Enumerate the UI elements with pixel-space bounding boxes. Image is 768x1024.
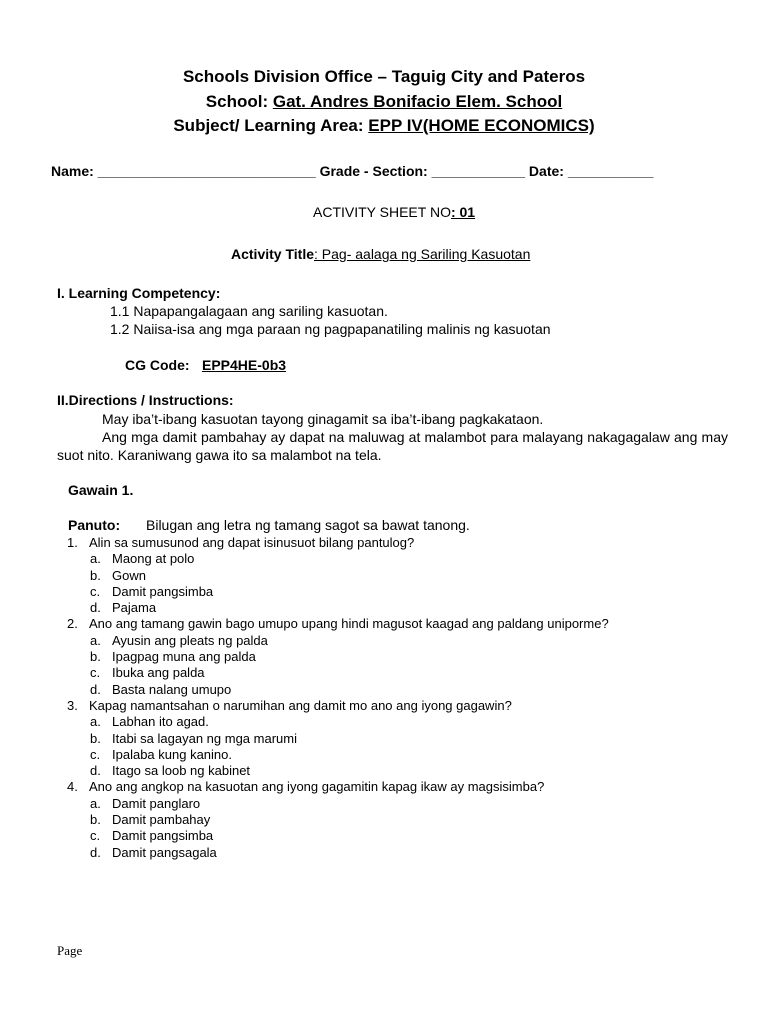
option-letter: b. xyxy=(90,812,101,828)
question-text: Ano ang tamang gawin bago umupo upang hindi magusot kaagad ang paldang uniporme? xyxy=(89,616,609,632)
activity-sheet-label: ACTIVITY SHEET NO xyxy=(313,204,451,220)
office-heading xyxy=(0,68,768,85)
school-heading xyxy=(0,93,768,110)
school-label: School: xyxy=(205,92,273,111)
activity-title-label: Activity Title xyxy=(231,246,314,262)
option-text: Ayusin ang pleats ng palda xyxy=(112,632,268,648)
question-text: Ano ang angkop na kasuotan ang iyong gagamitin kapag ikaw ay magsisimba? xyxy=(89,779,545,795)
activity-title xyxy=(231,247,530,261)
cg-code-value: EPP4HE-0b3 xyxy=(202,357,287,373)
question-number: 2. xyxy=(67,616,78,632)
option-text: Basta nalang umupo xyxy=(112,681,232,697)
answer-option[interactable] xyxy=(67,796,727,812)
question-3 xyxy=(67,698,727,779)
answer-option[interactable] xyxy=(67,682,727,698)
activity-sheet-number xyxy=(313,205,475,219)
option-letter: a. xyxy=(90,795,101,811)
answer-option[interactable] xyxy=(67,551,727,567)
option-letter: c. xyxy=(90,583,101,599)
question-list xyxy=(67,535,727,861)
school-name: Gat. Andres Bonifacio Elem. School xyxy=(272,92,563,111)
option-text: Itago sa loob ng kabinet xyxy=(112,763,251,779)
panuto-text: Bilugan ang letra ng tamang sagot sa bawat tanong. xyxy=(146,517,470,533)
option-text: Damit panglaro xyxy=(112,795,201,811)
option-text: Damit pambahay xyxy=(112,812,211,828)
option-letter: d. xyxy=(90,763,101,779)
option-text: Damit pangsimba xyxy=(112,583,214,599)
option-letter: b. xyxy=(90,649,101,665)
option-letter: b. xyxy=(90,730,101,746)
option-letter: a. xyxy=(90,714,101,730)
option-text: Maong at polo xyxy=(112,551,195,567)
gawain-title: Gawain 1. xyxy=(68,482,134,498)
option-text: Gown xyxy=(112,567,146,583)
option-text: Damit pangsimba xyxy=(112,828,214,844)
option-text: Itabi sa lagayan ng mga marumi xyxy=(112,730,297,746)
option-letter: b. xyxy=(90,567,101,583)
activity-sheet-value: : 01 xyxy=(450,204,476,220)
answer-option[interactable] xyxy=(67,568,727,584)
panuto-label: Panuto: xyxy=(68,517,121,533)
question-1 xyxy=(67,535,727,616)
question-number: 4. xyxy=(67,779,78,795)
competency-item-2: 1.2 Naiisa-isa ang mga paraan ng pagpapanatiling malinis ng kasuotan xyxy=(110,321,551,337)
question-text: Kapag namantsahan o narumihan ang damit mo ano ang iyong gagawin? xyxy=(89,697,512,713)
option-letter: d. xyxy=(90,844,101,860)
name-grade-date-line: Name: ____________________________ Grade - Section: ____________ Date: ___________ xyxy=(51,163,654,179)
answer-option[interactable] xyxy=(67,731,727,747)
directions-paragraph-2: Ang mga damit pambahay ay dapat na maluwag at malambot para malayang nakagagalaw ang may suot nito. Karaniwang gawa ito sa malambot na tela. xyxy=(57,429,728,463)
office-heading-text: Schools Division Office – Taguig City and Pateros xyxy=(182,67,586,86)
answer-option[interactable] xyxy=(67,584,727,600)
option-letter: c. xyxy=(90,665,101,681)
answer-option[interactable] xyxy=(67,649,727,665)
option-letter: c. xyxy=(90,828,101,844)
answer-option[interactable] xyxy=(67,845,727,861)
directions-heading: II.Directions / Instructions: xyxy=(57,392,234,408)
cg-code-label: CG Code: xyxy=(125,357,190,373)
option-text: Ipagpag muna ang palda xyxy=(112,649,256,665)
option-text: Labhan ito agad. xyxy=(112,714,209,730)
question-number: 3. xyxy=(67,697,78,713)
option-letter: a. xyxy=(90,551,101,567)
answer-option[interactable] xyxy=(67,763,727,779)
option-text: Pajama xyxy=(112,600,157,616)
answer-option[interactable] xyxy=(67,665,727,681)
answer-option[interactable] xyxy=(67,600,727,616)
subject-name: EPP IV(HOME ECONOMICS) xyxy=(368,116,595,135)
option-letter: c. xyxy=(90,746,101,762)
directions-paragraph-1: May iba’t-ibang kasuotan tayong ginagamit sa iba’t-ibang pagkakataon. xyxy=(102,411,544,427)
subject-label: Subject/ Learning Area: xyxy=(173,116,369,135)
question-2 xyxy=(67,616,727,697)
option-text: Ibuka ang palda xyxy=(112,665,205,681)
option-letter: d. xyxy=(90,681,101,697)
question-4 xyxy=(67,779,727,860)
page-footer-label: Page xyxy=(57,943,83,958)
answer-option[interactable] xyxy=(67,633,727,649)
activity-title-value: : Pag- aalaga ng Sariling Kasuotan xyxy=(314,246,531,262)
question-text: Alin sa sumusunod ang dapat isinusuot bilang pantulog? xyxy=(89,535,415,550)
option-letter: a. xyxy=(90,632,101,648)
answer-option[interactable] xyxy=(67,714,727,730)
subject-heading xyxy=(0,117,768,134)
answer-option[interactable] xyxy=(67,747,727,763)
answer-option[interactable] xyxy=(67,828,727,844)
directions-body xyxy=(57,410,728,464)
competency-heading: I. Learning Competency: xyxy=(57,285,221,301)
competency-item-1: 1.1 Napapangalagaan ang sariling kasuotan. xyxy=(110,303,388,319)
question-number: 1. xyxy=(67,535,78,550)
option-letter: d. xyxy=(90,600,101,616)
option-text: Damit pangsagala xyxy=(112,844,217,860)
answer-option[interactable] xyxy=(67,812,727,828)
option-text: Ipalaba kung kanino. xyxy=(112,746,232,762)
